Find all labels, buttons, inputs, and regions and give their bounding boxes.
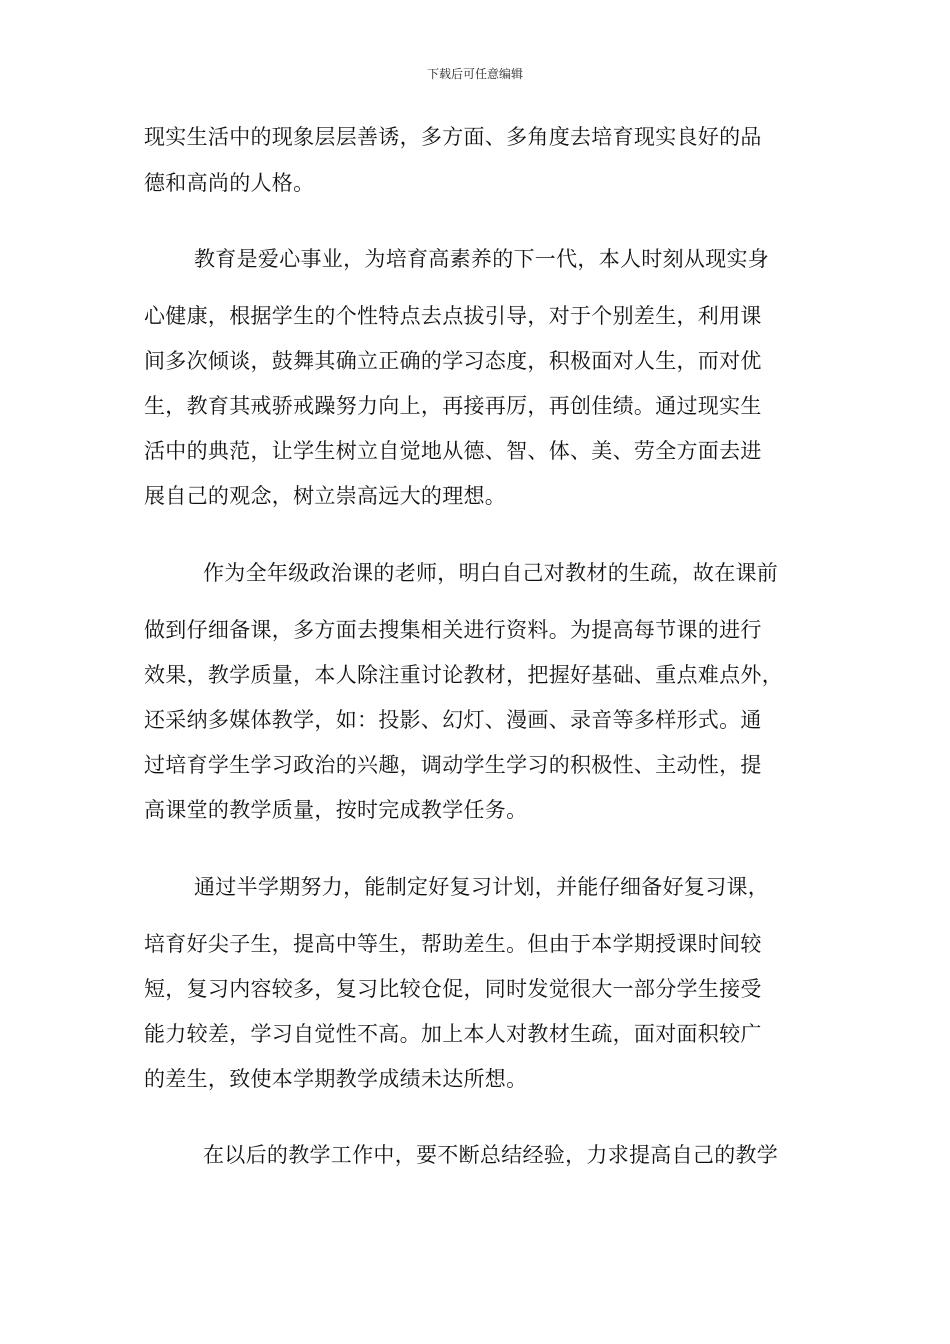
text-line: 高课堂的教学质量，按时完成教学任务。 [144, 798, 528, 822]
paragraph-first-line: 作为全年级政治课的老师，明白自己对教材的生疏，故在课前 [203, 561, 779, 585]
text-line: 德和高尚的人格。 [144, 171, 315, 195]
text-line: 做到仔细备课，多方面去搜集相关进行资料。为提高每节课的进行 [144, 618, 762, 642]
text-line: 培育好尖子生，提高中等生，帮助差生。但由于本学期授课时间较 [144, 932, 762, 956]
text-line: 的差生，致使本学期教学成绩未达所想。 [144, 1067, 528, 1091]
text-line: 心健康，根据学生的个性特点去点拔引导，对于个别差生，利用课 [144, 304, 762, 328]
paragraph-first-line: 在以后的教学工作中，要不断总结经验，力求提高自己的教学 [203, 1143, 779, 1167]
text-line: 短，复习内容较多，复习比较仓促，同时发觉很大一部分学生接受 [144, 977, 762, 1001]
paragraph-first-line: 通过半学期努力，能制定好复习计划，并能仔细备好复习课， [194, 875, 770, 899]
text-line: 现实生活中的现象层层善诱，多方面、多角度去培育现实良好的品 [144, 125, 762, 149]
text-line: 间多次倾谈，鼓舞其确立正确的学习态度，积极面对人生，而对优 [144, 349, 762, 373]
text-line: 效果，教学质量，本人除注重讨论教材，把握好基础、重点难点外， [144, 663, 783, 687]
text-line: 展自己的观念，树立崇高远大的理想。 [144, 484, 507, 508]
page-header: 下载后可任意编辑 [426, 67, 523, 81]
text-line: 生，教育其戒骄戒躁努力向上，再接再厉，再创佳绩。通过现实生 [144, 394, 762, 418]
text-line: 还采纳多媒体教学，如：投影、幻灯、漫画、录音等多样形式。通 [144, 708, 762, 732]
paragraph-first-line: 教育是爱心事业，为培育高素养的下一代，本人时刻从现实身 [194, 247, 770, 271]
text-line: 过培育学生学习政治的兴趣，调动学生学习的积极性、主动性，提 [144, 753, 762, 777]
text-line: 活中的典范，让学生树立自觉地从德、智、体、美、劳全方面去进 [144, 439, 762, 463]
text-line: 能力较差，学习自觉性不高。加上本人对教材生疏，面对面积较广 [144, 1022, 762, 1046]
